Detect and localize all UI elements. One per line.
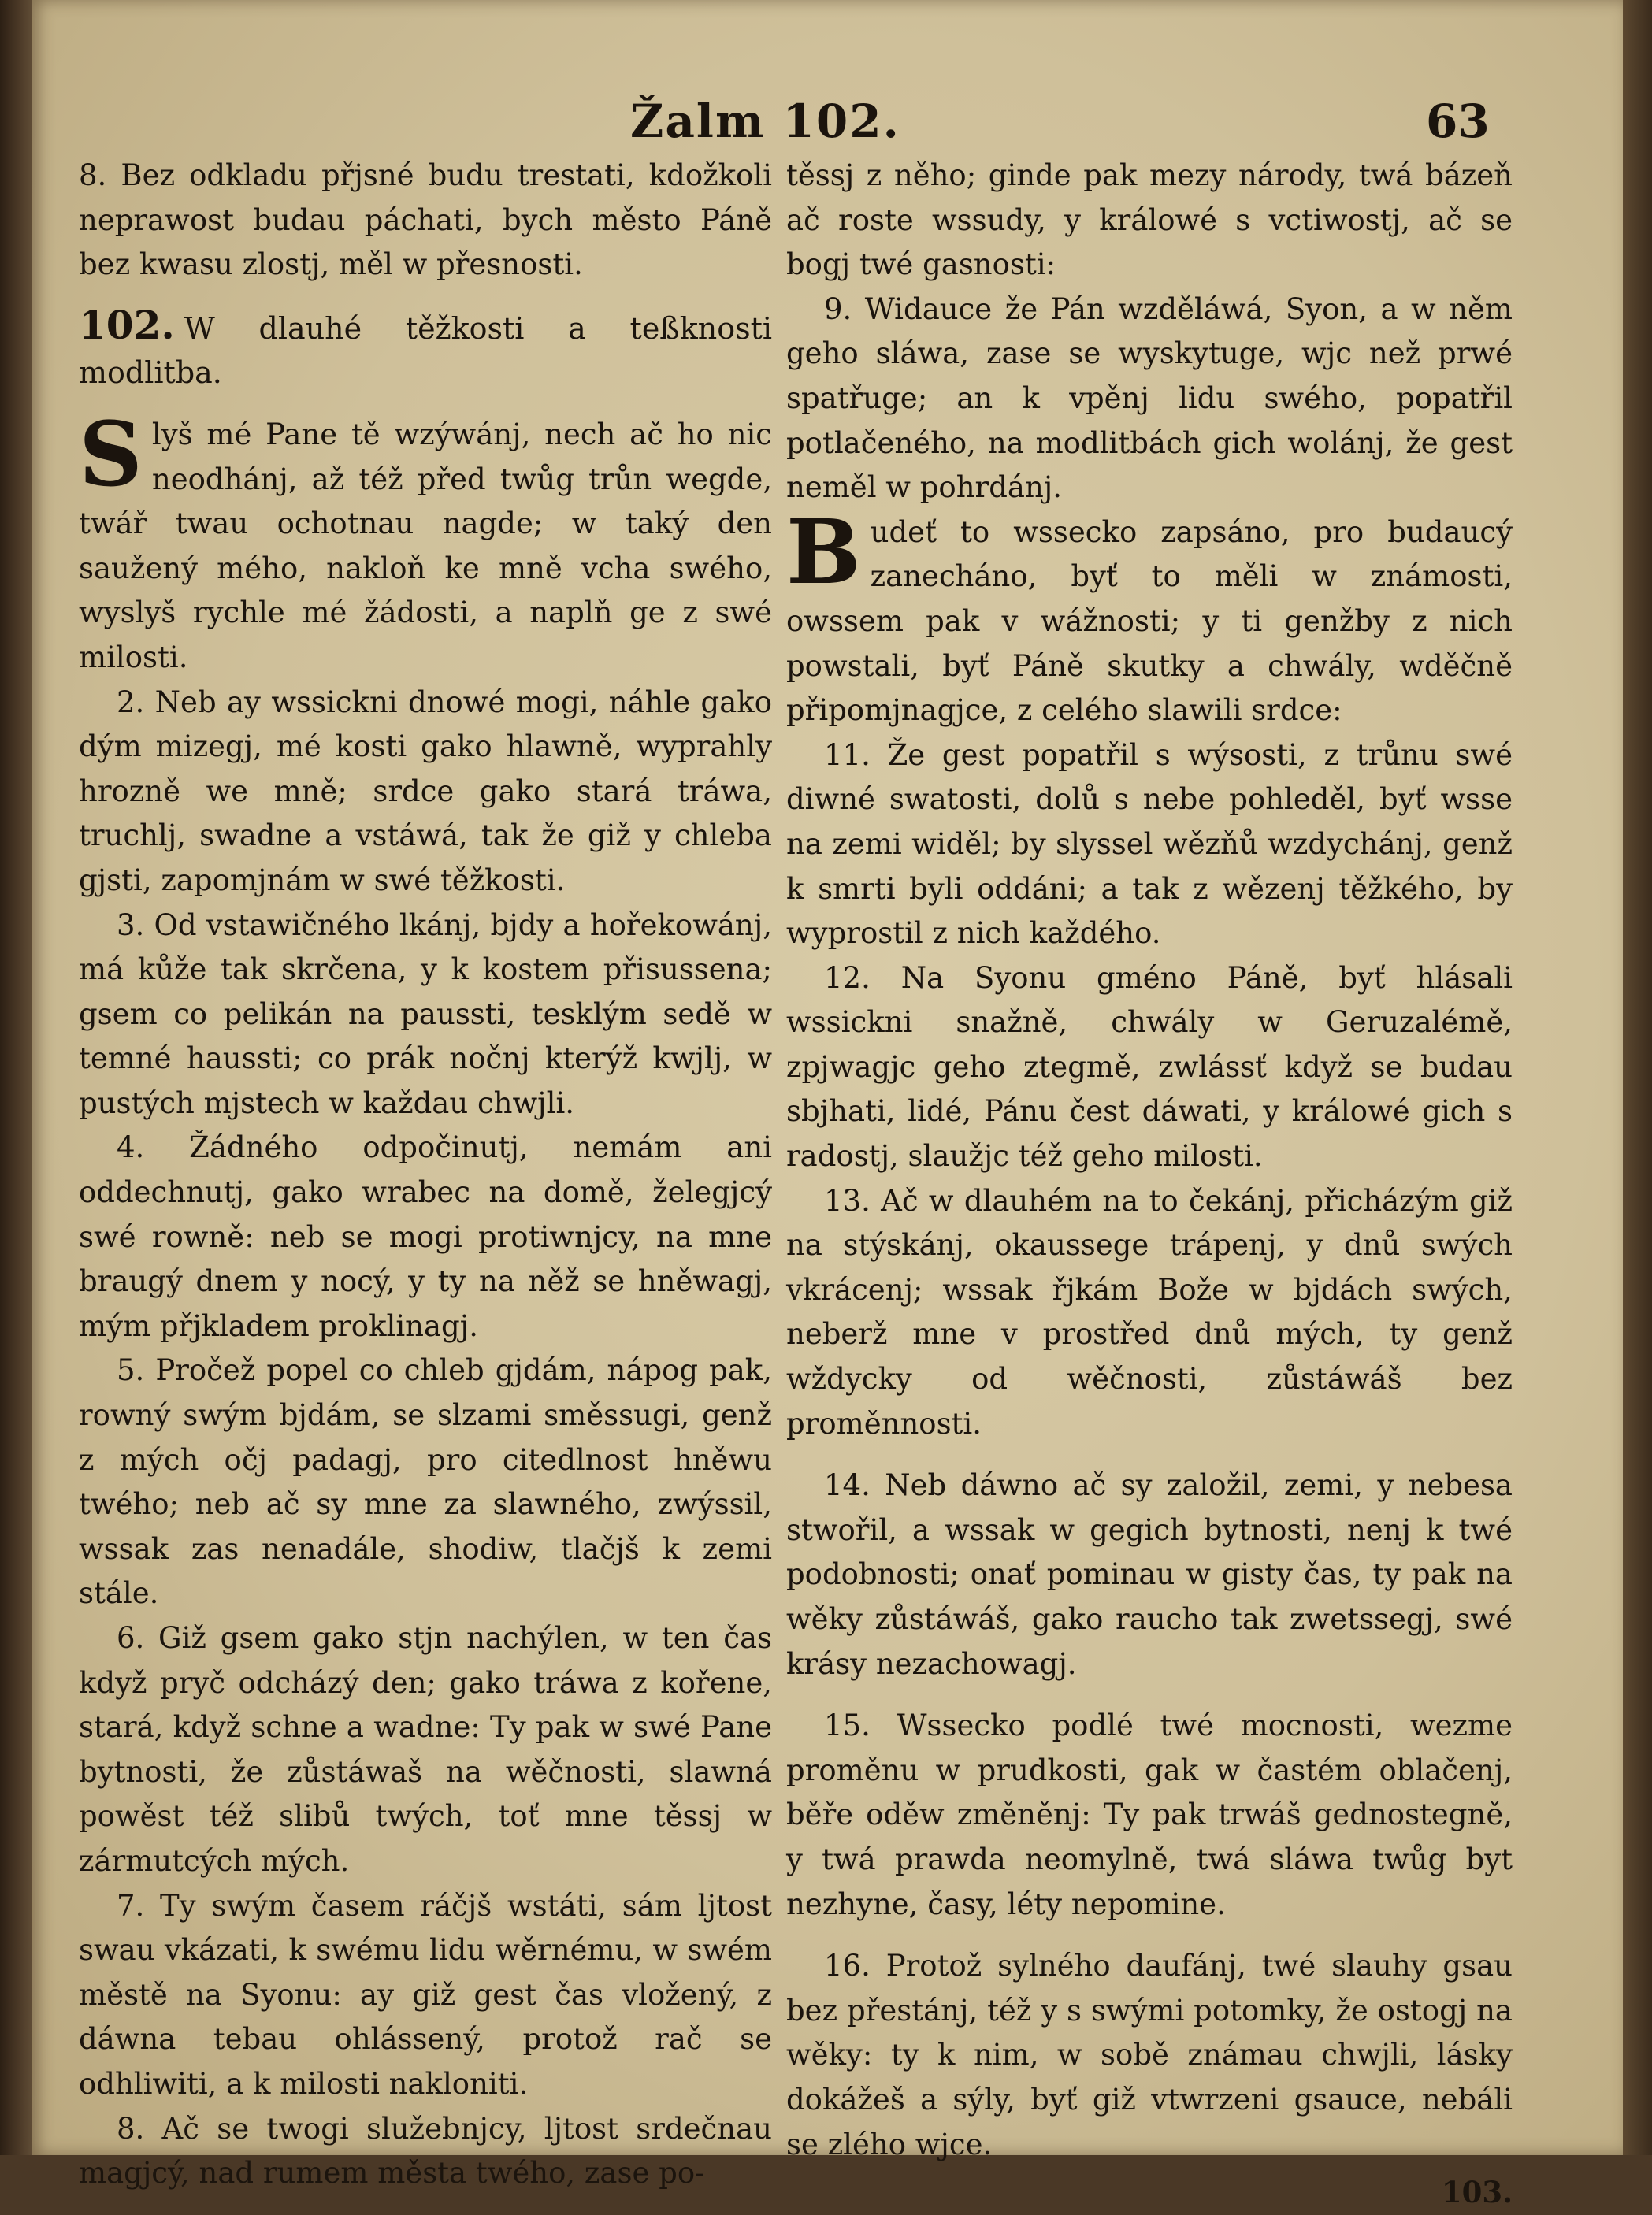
verse-16: 16. Protož sylného daufánj, twé slauhy gsau bez přestánj, též y s swými potomky, že ostogj na wěky: ty k nim, w sobě známau chwjli, lásky dokážeš a sýly, byť giž vtwrzeni gsauce, nebáli se zlého wjce. bbox=[786, 1949, 1513, 2161]
verse-15: 15. Wssecko podlé twé mocnosti, wezme proměnu w prudkosti, gak w častém oblačenj, běře oděw změněnj: Ty pak trwáš gednostegně, y twá prawda neomylně, twá sláwa twůg byt nezhyne, časy, léty nepomine. bbox=[786, 1709, 1513, 1921]
verse-13: 13. Ač w dlauhém na to čekánj, přicházým giž na stýskánj, okaussege trápenj, y dnů swých vkrácenj; wssak řjkám Bože w bjdách swých, neberž mne v prostřed dnů mých, ty genž wždycky od wěčnosti, zůstáwáš bez proměnnosti. bbox=[786, 1183, 1513, 1441]
opening-text: lyš mé Pane tě wzýwánj, nech ač ho nic neodhánj, až též před twůg trůn wegde, twář twau ochotnau nagde; w taký den saužený mého, nakloň ke mně vcha swého, wyslyš rychle mé žádosti, a naplň ge z swé milosti. bbox=[79, 417, 772, 674]
catchword: 103. bbox=[1441, 2175, 1513, 2210]
verse-14: 14. Neb dáwno ač sy založil, zemi, y nebesa stwořil, a wssak w gegich bytnosti, nenj k twé podobnosti; onať pominau w gisty čas, ty pak na wěky zůstáwáš, gako raucho tak zwetssegj, swé krásy nezachowagj. bbox=[786, 1468, 1513, 1681]
left-column bbox=[79, 154, 772, 2196]
verse-7: 7. Ty swým časem ráčjš wstáti, sám ljtost swau vkázati, k swému lidu wěrnému, w swém městě na Syonu: ay giž gest čas vložený, z dáwna tebau ohlássený, protož rač se odhliwiti, a k milosti nakloniti. bbox=[79, 1888, 772, 2101]
book-right-edge bbox=[1623, 0, 1652, 2155]
verse-12: 12. Na Syonu gméno Páně, byť hlásali wssickni snažně, chwály w Geruzalémě, zpjwagjc geho ztegmě, zwlássť když se budau sbjhati, lidé, Pánu čest dáwati, y králowé gich s radostj, slaužjc též geho milosti. bbox=[786, 960, 1513, 1174]
page-header bbox=[32, 95, 1623, 158]
page-number: 63 bbox=[1426, 95, 1490, 148]
verse-3: 3. Od vstawičného lkánj, bjdy a hořekowánj, má kůže tak skrčena, y k kostem přisussena; gsem co pelikán na paussti, tesklým sedě w temné haussti; co prák nočnj kterýž kwjlj, w pustých mjstech w každau chwjli. bbox=[79, 907, 772, 1120]
running-title: Žalm 102. bbox=[630, 95, 900, 148]
psalm-heading bbox=[79, 303, 772, 395]
psalm-number: 102. bbox=[79, 301, 175, 348]
verse-8: 8. Ač se twogi služebnjcy, ljtost srdečnau magjcý, nad rumem města twého, zase po- bbox=[79, 2111, 772, 2191]
verse-8-end: těssj z něho; ginde pak mezy národy, twá bázeň ač roste wssudy, y králowé s vctiwostj, ač se bogj twé gasnosti: bbox=[786, 158, 1513, 282]
verse-4: 4. Žádného odpočinutj, nemám ani oddechnutj, gako wrabec na domě, želegjcý swé rowně: neb se mogi protiwnjcy, na mne braugý dnem y nocý, y ty na něž se hněwagj, mým přjkladem proklinagj. bbox=[79, 1130, 772, 1343]
verse-10 bbox=[786, 500, 1513, 733]
right-column bbox=[786, 154, 1513, 2215]
verse-9: 9. Widauce že Pán wzděláwá, Syon, a w něm geho sláwa, zase se wyskytuge, wjc než prwé spatřuge; an k vpěnj lidu swého, popatřil potlačeného, na modlitbách gich wolánj, že gest neměl w pohrdánj. bbox=[786, 291, 1513, 505]
verse-2: 2. Neb ay wssickni dnowé mogi, náhle gako dým mizegj, mé kosti gako hlawně, wyprahly hrozně we mně; srdce gako stará tráwa, truchlj, swadne a vstáwá, tak že giž y chleba gjsti, zapomjnám w swé těžkosti. bbox=[79, 685, 772, 897]
verse-8-continuation: 8. Bez odkladu přjsné budu trestati, kdožkoli neprawost budau páchati, bych město Páně bez kwasu zlostj, měl w přesnosti. bbox=[79, 158, 772, 282]
verse-10-text: udeť to wssecko zapsáno, pro budaucý zanecháno, byť to měli w známosti, owssem pak v wážnosti; y ti genžby z nich powstali, byť Páně skutky a chwály, wděčně připomjnagjce, z celého slawili srdce: bbox=[786, 514, 1513, 728]
psalm-title: W dlauhé těžkosti a teßknosti modlitba. bbox=[79, 310, 772, 391]
drop-cap-initial-b: B bbox=[786, 500, 861, 604]
drop-cap-initial: S bbox=[79, 403, 143, 506]
psalm-opening bbox=[79, 403, 772, 681]
verse-11: 11. Že gest popatřil s wýsosti, z trůnu swé diwné swatosti, dolů s nebe pohleděl, byť wsse na zemi widěl; by slyssel wězňů wzdychánj, genž k smrti byli oddáni; a tak z wězenj těžkého, by wyprostil z nich každého. bbox=[786, 737, 1513, 951]
book-page bbox=[32, 0, 1623, 2210]
verse-5: 5. Pročež popel co chleb gjdám, nápog pak, rowný swým bjdám, se slzami směssugi, genž z mých očj padagj, pro citedlnost hněwu twého; neb ač sy mne za slawného, zwýssil, wssak zas nenadále, shodiw, tlačjš k zemi stále. bbox=[79, 1353, 772, 1611]
verse-6: 6. Giž gsem gako stjn nachýlen, w ten čas když pryč odcházý den; gako tráwa z kořene, stará, když schne a wadne: Ty pak w swé Pane bytnosti, že zůstáwaš na wěčnosti, slawná powěst též slibů twých, toť mne těssj w zármutcých mých. bbox=[79, 1621, 772, 1878]
